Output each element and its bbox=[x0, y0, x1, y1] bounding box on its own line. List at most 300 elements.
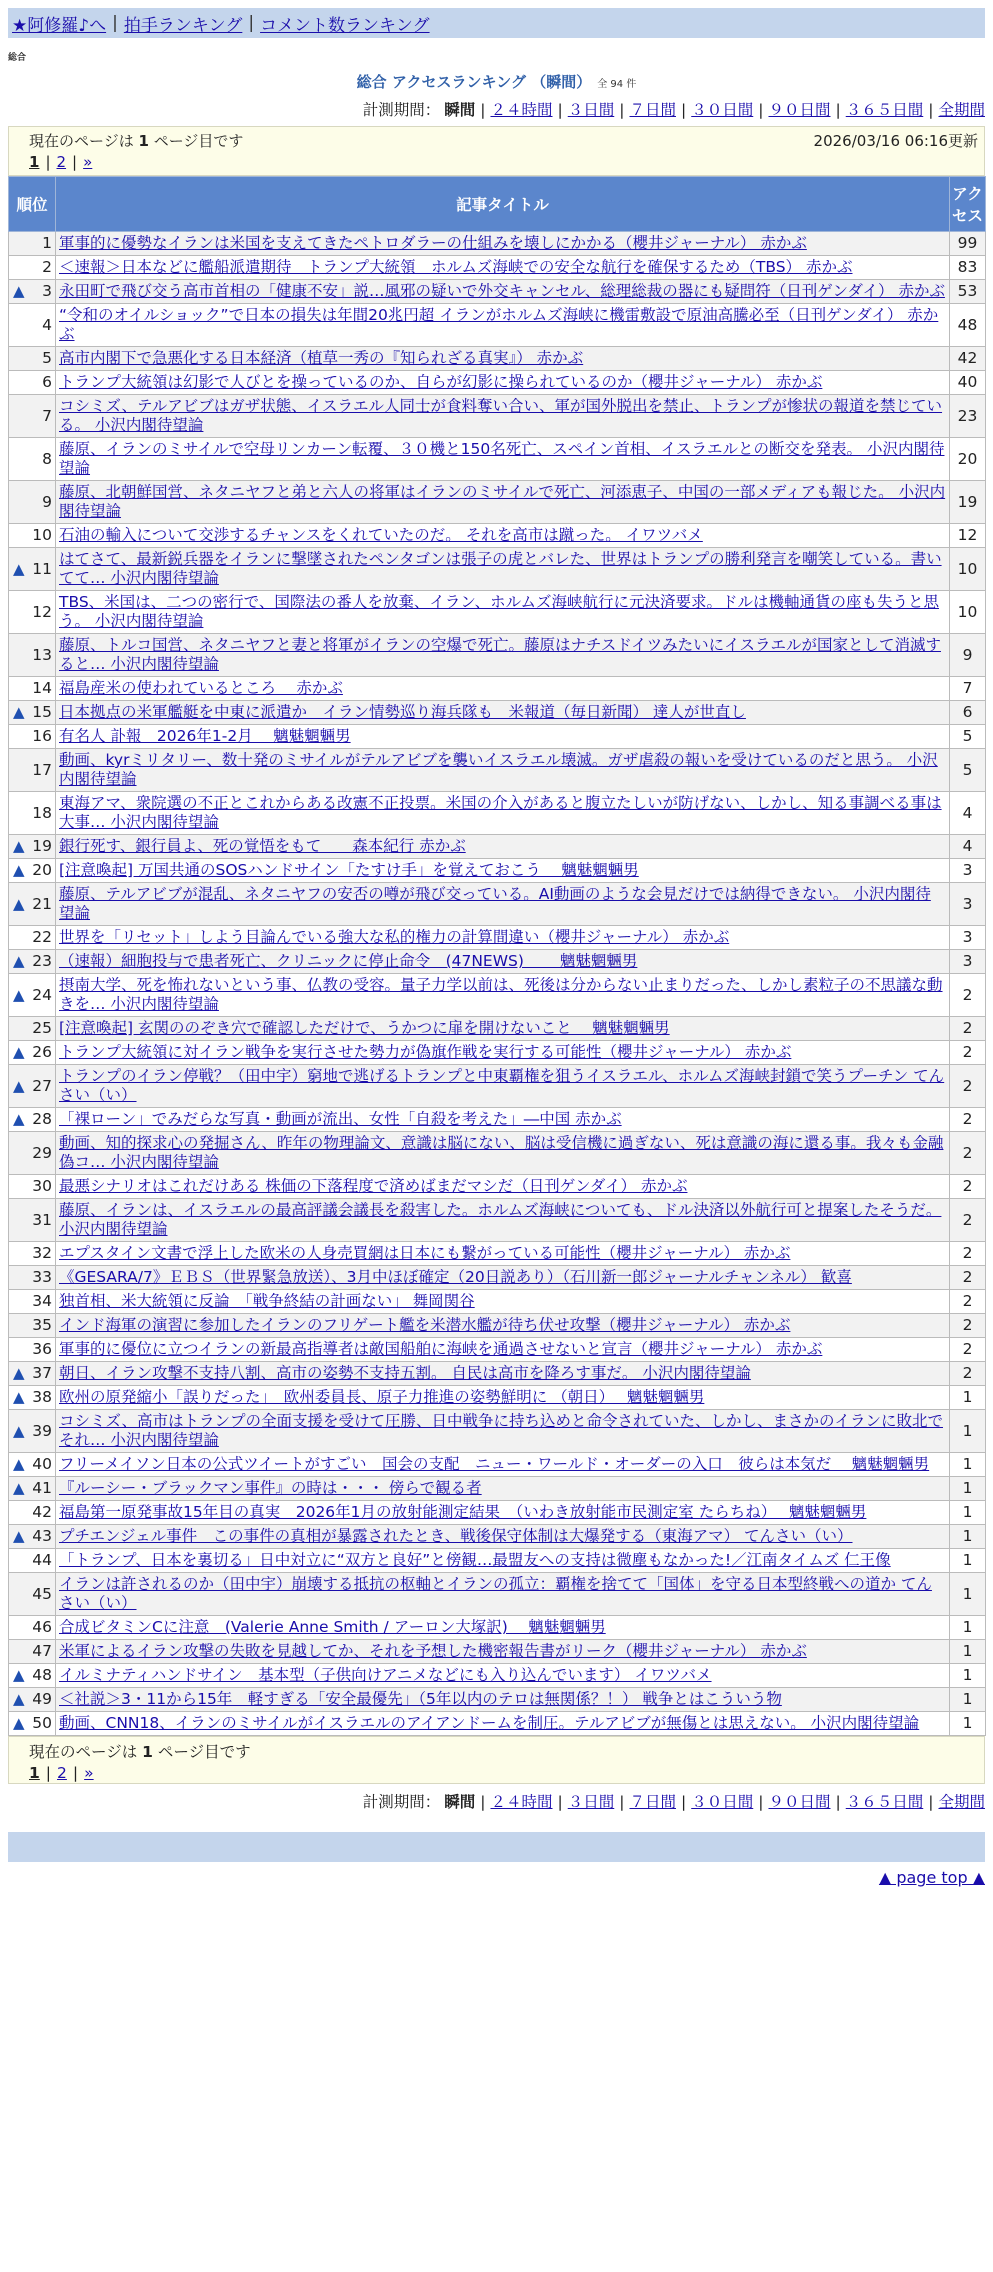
title-cell bbox=[56, 835, 950, 859]
table-row bbox=[9, 1108, 986, 1132]
period-link-4[interactable]: ９０日間 bbox=[768, 1793, 831, 1811]
period-link-2[interactable]: ７日間 bbox=[629, 1793, 676, 1811]
article-link[interactable]: トランプのイラン停戦？（田中宇）窮地で逃げるトランプと中東覇権を狙うイスラエル、ホルムズ海峡封鎖で笑うプーチン てんさい（い） bbox=[59, 1067, 945, 1104]
access-count: 2 bbox=[950, 1314, 986, 1338]
table-row bbox=[9, 1688, 986, 1712]
rank-number: 7 bbox=[42, 406, 52, 425]
nav-separator: | bbox=[112, 13, 118, 33]
title-cell bbox=[56, 634, 950, 677]
article-link[interactable]: 軍事的に優勢なイランは米国を支えてきたペトロダラーの仕組みを壊しにかかる（櫻井ジャーナル） 赤かぶ bbox=[59, 234, 807, 252]
access-count: 1 bbox=[950, 1640, 986, 1664]
access-count: 20 bbox=[950, 438, 986, 481]
rank-number: 35 bbox=[32, 1316, 52, 1334]
article-link[interactable]: 動画、kyrミリタリー、数十発のミサイルがテルアビブを襲いイスラエル壊滅。ガザ虐殺の報いを受けているのだと思う。 小沢内閣待望論 bbox=[59, 751, 938, 788]
pager-link-0[interactable]: 2 bbox=[57, 1764, 67, 1782]
nav-separator: | bbox=[248, 13, 255, 33]
period-label: 計測期間： bbox=[362, 101, 441, 119]
article-link[interactable]: 摂南大学、死を怖れないという事、仏教の受容。量子力学以前は、死後は分からない止まりだった、しかし素粒子の不思議な動きを… 小沢内閣待望論 bbox=[59, 976, 943, 1013]
rank-number: 43 bbox=[32, 1527, 52, 1545]
article-link[interactable]: イルミナティハンドサイン 基本型（子供向けアニメなどにも入り込んでいます） イワツバメ bbox=[59, 1666, 712, 1684]
article-link[interactable]: 米軍によるイラン攻撃の失敗を見越してか、それを予想した機密報告書がリーク（櫻井ジャーナル） 赤かぶ bbox=[59, 1642, 807, 1660]
title-cell bbox=[56, 395, 950, 438]
title-cell bbox=[56, 1664, 950, 1688]
access-count: 1 bbox=[950, 1616, 986, 1640]
table-row bbox=[9, 371, 986, 395]
table-row bbox=[9, 395, 986, 438]
article-link[interactable]: イランは許されるのか（田中宇）崩壊する抵抗の枢軸とイランの孤立：覇権を捨てて「国体」を守る日本型終戦への道か てんさい（い） bbox=[59, 1575, 932, 1612]
rank-number: 27 bbox=[32, 1076, 52, 1095]
access-count: 53 bbox=[950, 280, 986, 304]
rank-up-icon: ▲ bbox=[13, 1110, 25, 1128]
article-link[interactable]: フリーメイソン日本の公式ツイートがすごい 国会の支配 ニュー・ワールド・オーダーの入口 彼らは本気だ 魑魅魍魎男 bbox=[59, 1455, 930, 1473]
table-row bbox=[9, 1664, 986, 1688]
access-count: 2 bbox=[950, 1108, 986, 1132]
title-cell bbox=[56, 1477, 950, 1501]
access-count: 1 bbox=[950, 1712, 986, 1736]
article-link[interactable]: 「トランプ、日本を裏切る」日中対立に“双方と良好”と傍観…最盟友への支持は微塵もなかった!／江南タイムズ 仁王像 bbox=[59, 1551, 891, 1569]
rank-number: 10 bbox=[32, 526, 52, 544]
current-page-text: 現在のページは 1 ページ目です bbox=[29, 132, 244, 150]
rank-up-icon: ▲ bbox=[13, 1479, 25, 1497]
table-row bbox=[9, 232, 986, 256]
access-count: 1 bbox=[950, 1386, 986, 1410]
access-count: 9 bbox=[950, 634, 986, 677]
rank-number: 21 bbox=[32, 894, 52, 913]
title-cell bbox=[56, 524, 950, 548]
rank-number: 39 bbox=[32, 1421, 52, 1440]
rank-up-icon: ▲ bbox=[13, 282, 25, 300]
article-link[interactable]: コシミズ、テルアビブはガザ状態、イスラエル人同士が食料奪い合い、軍が国外脱出を禁止、トランプが惨状の報道を禁じている。 小沢内閣待望論 bbox=[59, 397, 943, 434]
article-link[interactable]: 動画、知的探求心の発掘さん、昨年の物理論文、意識は脳にない、脳は受信機に過ぎない、死は意識の海に還る事。我々も金融偽コ… 小沢内閣待望論 bbox=[59, 1134, 944, 1171]
pager-separator: | bbox=[72, 1764, 79, 1782]
period-link-6[interactable]: 全期間 bbox=[938, 1793, 985, 1811]
title-cell bbox=[56, 256, 950, 280]
period-link-0[interactable]: ２４時間 bbox=[490, 101, 553, 119]
article-link[interactable]: 世界を「リセット」しよう目論んでいる強大な私的権力の計算間違い（櫻井ジャーナル） 赤かぶ bbox=[59, 928, 730, 946]
title-cell bbox=[56, 859, 950, 883]
period-separator: | bbox=[619, 101, 625, 119]
period-link-3[interactable]: ３０日間 bbox=[691, 101, 754, 119]
title-cell bbox=[56, 438, 950, 481]
access-count: 2 bbox=[950, 1041, 986, 1065]
total-count: 全 94 件 bbox=[597, 79, 637, 90]
period-link-5[interactable]: ３６５日間 bbox=[845, 101, 924, 119]
article-link[interactable]: 軍事的に優位に立つイランの新最高指導者は敵国船舶に海峡を通過させないと宣言（櫻井ジャーナル） 赤かぶ bbox=[59, 1340, 823, 1358]
rank-cell bbox=[9, 677, 56, 701]
rank-number: 11 bbox=[32, 559, 52, 578]
rank-up-icon: ▲ bbox=[13, 1076, 25, 1095]
page-title bbox=[0, 71, 993, 92]
article-link[interactable]: 福島産米の使われているところ 赤かぶ bbox=[59, 679, 343, 697]
title-cell bbox=[56, 725, 950, 749]
top-nav-bar bbox=[8, 8, 985, 38]
table-row bbox=[9, 1712, 986, 1736]
article-link[interactable]: 福島第一原発事故15年目の真実 2026年1月の放射能測定結果 （いわき放射能市民測定室 たらちね） 魑魅魍魎男 bbox=[59, 1503, 867, 1521]
article-link[interactable]: はてさて、最新鋭兵器をイランに撃墜されたペンタゴンは張子の虎とバレた、世界はトランプの勝利発言を嘲笑している。書いてて… 小沢内閣待望論 bbox=[59, 550, 942, 587]
article-link[interactable]: 藤原、イランのミサイルで空母リンカーン転覆、３０機と150名死亡、スペイン首相、イスラエルとの断交を発表。 小沢内閣待望論 bbox=[59, 440, 945, 477]
access-count: 19 bbox=[950, 481, 986, 524]
access-count: 2 bbox=[950, 974, 986, 1017]
rank-cell bbox=[9, 1664, 56, 1688]
rank-number: 22 bbox=[32, 928, 52, 946]
access-count: 3 bbox=[950, 926, 986, 950]
table-row bbox=[9, 1041, 986, 1065]
rank-cell bbox=[9, 1688, 56, 1712]
rank-up-icon: ▲ bbox=[13, 1527, 25, 1545]
rank-number: 28 bbox=[32, 1110, 52, 1128]
access-count: 48 bbox=[950, 304, 986, 347]
title-cell bbox=[56, 347, 950, 371]
article-link[interactable]: 永田町で飛び交う高市首相の「健康不安」説…風邪の疑いで外交キャンセル、総理総裁の器にも疑問符（日刊ゲンダイ） 赤かぶ bbox=[59, 282, 945, 300]
period-separator: | bbox=[681, 101, 687, 119]
rank-cell bbox=[9, 1314, 56, 1338]
table-row bbox=[9, 792, 986, 835]
rank-cell bbox=[9, 1501, 56, 1525]
table-row bbox=[9, 548, 986, 591]
access-count: 1 bbox=[950, 1664, 986, 1688]
table-row bbox=[9, 1065, 986, 1108]
article-link[interactable]: ＜社説＞3・11から15年 軽すぎる「安全最優先」（5年以内のテロは無関係？！） 戦争とはこういう物 bbox=[59, 1690, 782, 1708]
rank-cell bbox=[9, 1477, 56, 1501]
rank-number: 5 bbox=[42, 349, 52, 367]
bottom-bar bbox=[8, 1832, 985, 1862]
table-row bbox=[9, 1573, 986, 1616]
rank-number: 8 bbox=[42, 449, 52, 468]
title-cell bbox=[56, 1549, 950, 1573]
title-cell bbox=[56, 1410, 950, 1453]
rank-number: 16 bbox=[32, 727, 52, 745]
article-link[interactable]: コシミズ、高市はトランプの全面支援を受けて圧勝、日中戦争に持ち込めと命令されていた、しかし、まさかのイランに敗北でそれ… 小沢内閣待望論 bbox=[59, 1412, 943, 1449]
title-cell bbox=[56, 1616, 950, 1640]
article-link[interactable]: インド海軍の演習に参加したイランのフリゲート艦を米潜水艦が待ち伏せ攻撃（櫻井ジャーナル） 赤かぶ bbox=[59, 1316, 791, 1334]
rank-cell bbox=[9, 1108, 56, 1132]
period-current: 瞬間 bbox=[444, 101, 476, 119]
access-count: 83 bbox=[950, 256, 986, 280]
rank-cell bbox=[9, 548, 56, 591]
rank-cell bbox=[9, 883, 56, 926]
updated-timestamp: 2026/03/16 06:16更新 bbox=[813, 132, 978, 150]
access-count: 2 bbox=[950, 1017, 986, 1041]
rank-number: 34 bbox=[32, 1292, 52, 1310]
period-separator: | bbox=[928, 1793, 934, 1811]
table-row bbox=[9, 883, 986, 926]
access-count: 7 bbox=[950, 677, 986, 701]
access-count: 2 bbox=[950, 1362, 986, 1386]
pager-current: 1 bbox=[29, 153, 40, 171]
rank-number: 23 bbox=[32, 952, 52, 970]
table-row bbox=[9, 256, 986, 280]
article-link[interactable]: [注意喚起] 玄関ののぞき穴で確認しただけで、うかつに扉を開けないこと 魑魅魍魎男 bbox=[59, 1019, 670, 1037]
table-row bbox=[9, 524, 986, 548]
article-link[interactable]: エプスタイン文書で浮上した欧米の人身売買網は日本にも繋がっている可能性（櫻井ジャーナル） 赤かぶ bbox=[59, 1244, 791, 1262]
rank-cell bbox=[9, 395, 56, 438]
pager-link-0[interactable]: 2 bbox=[56, 153, 67, 171]
article-link[interactable]: 「裸ローン」でみだらな写真・動画が流出、女性「自殺を考えた」―中国 赤かぶ bbox=[59, 1110, 622, 1128]
period-link-3[interactable]: ３０日間 bbox=[691, 1793, 754, 1811]
article-link[interactable]: [注意喚起] 万国共通のSOSハンドサイン「たすけ手」を覚えておこう 魑魅魍魎男 bbox=[59, 861, 639, 879]
table-row bbox=[9, 1338, 986, 1362]
rank-cell bbox=[9, 371, 56, 395]
period-link-5[interactable]: ３６５日間 bbox=[845, 1793, 924, 1811]
rank-cell bbox=[9, 1175, 56, 1199]
rank-number: 19 bbox=[32, 837, 52, 855]
access-count: 1 bbox=[950, 1573, 986, 1616]
article-link[interactable]: 藤原、トルコ国営、ネタニヤフと妻と将軍がイランの空爆で死亡。藤原はナチスドイツみたいにイスラエルが国家として消滅すると… 小沢内閣待望論 bbox=[59, 636, 941, 673]
rank-cell bbox=[9, 1242, 56, 1266]
access-count: 23 bbox=[950, 395, 986, 438]
rank-number: 25 bbox=[32, 1019, 52, 1037]
access-count: 2 bbox=[950, 1199, 986, 1242]
period-link-6[interactable]: 全期間 bbox=[938, 101, 985, 119]
title-cell bbox=[56, 304, 950, 347]
access-count: 1 bbox=[950, 1688, 986, 1712]
rank-number: 48 bbox=[32, 1666, 52, 1684]
period-selector-bottom bbox=[8, 1790, 985, 1812]
period-separator: | bbox=[758, 1793, 764, 1811]
rank-number: 50 bbox=[32, 1714, 52, 1732]
rank-number: 37 bbox=[32, 1364, 52, 1382]
rank-number: 12 bbox=[32, 602, 52, 621]
rank-number: 38 bbox=[32, 1388, 52, 1406]
period-separator: | bbox=[835, 101, 841, 119]
rank-number: 26 bbox=[32, 1043, 52, 1061]
access-count: 2 bbox=[950, 1266, 986, 1290]
access-count: 5 bbox=[950, 725, 986, 749]
access-count: 42 bbox=[950, 347, 986, 371]
rank-up-icon: ▲ bbox=[13, 1388, 25, 1406]
page-info-bottom bbox=[8, 1736, 985, 1784]
rank-number: 24 bbox=[32, 985, 52, 1004]
rank-up-icon: ▲ bbox=[13, 1666, 25, 1684]
rank-number: 1 bbox=[42, 234, 52, 252]
period-link-2[interactable]: ７日間 bbox=[629, 101, 676, 119]
pager-top bbox=[29, 153, 978, 171]
current-page-text: 現在のページは 1 ページ目です bbox=[29, 1743, 251, 1761]
ranking-title: 総合 アクセスランキング （瞬間） bbox=[356, 73, 592, 91]
pager-link-1[interactable]: » bbox=[84, 1764, 94, 1782]
title-cell bbox=[56, 883, 950, 926]
rank-cell bbox=[9, 1041, 56, 1065]
rank-up-icon: ▲ bbox=[13, 559, 25, 578]
rank-up-icon: ▲ bbox=[13, 1421, 25, 1440]
table-row bbox=[9, 859, 986, 883]
article-link[interactable]: 藤原、テルアビブが混乱、ネタニヤフの安否の噂が飛び交っている。AI動画のような会見だけでは納得できない。 小沢内閣待望論 bbox=[59, 885, 931, 922]
access-count: 1 bbox=[950, 1549, 986, 1573]
article-link[interactable]: 有名人 訃報 2026年1-2月 魑魅魍魎男 bbox=[59, 727, 351, 745]
table-row bbox=[9, 974, 986, 1017]
article-link[interactable]: 高市内閣下で急悪化する日本経済（植草一秀の『知られざる真実』） 赤かぶ bbox=[59, 349, 584, 367]
comment-ranking-link[interactable]: コメント数ランキング bbox=[260, 15, 430, 36]
article-link[interactable]: 動画、CNN18、イランのミサイルがイスラエルのアイアンドームを制圧。テルアビブが無傷とは思えない。 小沢内閣待望論 bbox=[59, 1714, 920, 1732]
rank-cell bbox=[9, 792, 56, 835]
article-link[interactable]: 『ルーシー・ブラックマン事件』の時は・・・ 傍らで観る者 bbox=[59, 1479, 482, 1497]
table-row bbox=[9, 1199, 986, 1242]
rank-cell bbox=[9, 701, 56, 725]
rank-number: 31 bbox=[32, 1210, 52, 1229]
table-row bbox=[9, 634, 986, 677]
title-cell bbox=[56, 232, 950, 256]
rank-number: 29 bbox=[32, 1143, 52, 1162]
rank-number: 45 bbox=[32, 1584, 52, 1603]
title-cell bbox=[56, 548, 950, 591]
table-row bbox=[9, 1410, 986, 1453]
rank-number: 13 bbox=[32, 645, 52, 664]
title-cell bbox=[56, 1338, 950, 1362]
table-row bbox=[9, 1266, 986, 1290]
period-link-1[interactable]: ３日間 bbox=[567, 1793, 615, 1811]
article-link[interactable]: 合成ビタミンCに注意 (Valerie Anne Smith / アーロン大塚訳) 魑魅魍魎男 bbox=[59, 1618, 606, 1636]
table-row bbox=[9, 591, 986, 634]
article-link[interactable]: 東海アマ、衆院選の不正とこれからある改憲不正投票。米国の介入があると腹立たしいが防げない、しかし、知る事調べる事は大事… 小沢内閣待望論 bbox=[59, 794, 942, 831]
rank-number: 33 bbox=[32, 1268, 52, 1286]
period-current: 瞬間 bbox=[444, 1793, 476, 1811]
rank-cell bbox=[9, 950, 56, 974]
title-cell bbox=[56, 1712, 950, 1736]
rank-cell bbox=[9, 481, 56, 524]
rank-cell bbox=[9, 1017, 56, 1041]
table-row bbox=[9, 347, 986, 371]
home-link[interactable]: ★阿修羅♪へ bbox=[12, 15, 107, 36]
access-count: 1 bbox=[950, 1501, 986, 1525]
page-info-top bbox=[8, 126, 985, 176]
table-row bbox=[9, 1314, 986, 1338]
article-link[interactable]: 日本拠点の米軍艦艇を中東に派遣か イラン情勢巡り海兵隊も 米報道（毎日新聞） 達人が世直し bbox=[59, 703, 746, 721]
pager-link-1[interactable]: » bbox=[83, 153, 93, 171]
title-cell bbox=[56, 1386, 950, 1410]
rank-number: 14 bbox=[32, 679, 52, 697]
article-link[interactable]: 藤原、イランは、イスラエルの最高評議会議長を殺害した。ホルムズ海峡についても、ドル決済以外航行可と提案したそうだ。 小沢内閣待望論 bbox=[59, 1201, 942, 1238]
access-count: 2 bbox=[950, 1132, 986, 1175]
access-count: 2 bbox=[950, 1065, 986, 1108]
article-link[interactable]: 藤原、北朝鮮国営、ネタニヤフと弟と六人の将軍はイランのミサイルで死亡、河添恵子、中国の一部メディアも報じた。 小沢内閣待望論 bbox=[59, 483, 946, 520]
title-cell bbox=[56, 792, 950, 835]
title-cell bbox=[56, 677, 950, 701]
title-cell bbox=[56, 926, 950, 950]
rank-up-icon: ▲ bbox=[13, 1043, 25, 1061]
table-row bbox=[9, 1640, 986, 1664]
rank-number: 44 bbox=[32, 1551, 52, 1569]
title-cell bbox=[56, 1108, 950, 1132]
rank-cell bbox=[9, 1199, 56, 1242]
table-row bbox=[9, 1362, 986, 1386]
period-separator: | bbox=[557, 1793, 563, 1811]
rank-cell bbox=[9, 926, 56, 950]
rank-number: 6 bbox=[42, 373, 52, 391]
access-count: 2 bbox=[950, 1338, 986, 1362]
article-link[interactable]: TBS、米国は、二つの密行で、国際法の番人を放棄、イラン、ホルムズ海峡航行に元決済要求。ドルは機軸通貨の座も失うと思う。 小沢内閣待望論 bbox=[59, 593, 940, 630]
access-count: 3 bbox=[950, 950, 986, 974]
access-count: 99 bbox=[950, 232, 986, 256]
period-link-1[interactable]: ３日間 bbox=[567, 101, 615, 119]
access-count: 3 bbox=[950, 883, 986, 926]
table-row bbox=[9, 1477, 986, 1501]
table-row bbox=[9, 1549, 986, 1573]
title-cell bbox=[56, 974, 950, 1017]
header-title: 記事タイトル bbox=[56, 177, 950, 232]
rank-up-icon: ▲ bbox=[13, 1714, 25, 1732]
period-separator: | bbox=[928, 101, 934, 119]
title-cell bbox=[56, 1065, 950, 1108]
article-link[interactable]: “令和のオイルショック”で日本の損失は年間20兆円超 イランがホルムズ海峡に機雷敷設で原油高騰必至（日刊ゲンダイ） 赤かぶ bbox=[59, 306, 939, 343]
title-cell bbox=[56, 701, 950, 725]
access-count: 2 bbox=[950, 1242, 986, 1266]
period-link-0[interactable]: ２４時間 bbox=[490, 1793, 553, 1811]
title-cell bbox=[56, 1314, 950, 1338]
article-link[interactable]: トランプ大統領は幻影で人びとを操っているのか、自らが幻影に操られているのか（櫻井ジャーナル） 赤かぶ bbox=[59, 373, 823, 391]
rank-cell bbox=[9, 1712, 56, 1736]
header-access: アクセス bbox=[950, 177, 986, 232]
article-link[interactable]: 欧州の原発縮小「誤りだった」 欧州委員長、原子力推進の姿勢鮮明に （朝日） 魑魅魍魎男 bbox=[59, 1388, 705, 1406]
table-row bbox=[9, 1242, 986, 1266]
title-cell bbox=[56, 1041, 950, 1065]
table-row bbox=[9, 1386, 986, 1410]
period-selector-top bbox=[8, 98, 985, 120]
access-count: 2 bbox=[950, 1290, 986, 1314]
clap-ranking-link[interactable]: 拍手ランキング bbox=[123, 15, 243, 36]
header-rank: 順位 bbox=[9, 177, 56, 232]
period-separator: | bbox=[681, 1793, 687, 1811]
table-row bbox=[9, 304, 986, 347]
table-row bbox=[9, 1290, 986, 1314]
rank-cell bbox=[9, 591, 56, 634]
period-separator: | bbox=[480, 1793, 486, 1811]
article-link[interactable]: 独首相、米大統領に反論 「戦争終結の計画ない」 舞岡関谷 bbox=[59, 1292, 475, 1310]
rank-number: 49 bbox=[32, 1690, 52, 1708]
article-link[interactable]: 銀行死す、銀行員よ、死の覚悟をもて 森本紀行 赤かぶ bbox=[59, 837, 466, 855]
article-link[interactable]: ＜速報＞日本などに艦船派遣期待 トランプ大統領 ホルムズ海峡での安全な航行を確保するため（TBS） 赤かぶ bbox=[59, 258, 853, 276]
title-cell bbox=[56, 1640, 950, 1664]
article-link[interactable]: プチエンジェル事件 この事件の真相が暴露されたとき、戦後保守体制は大爆発する（東海アマ） てんさい（い） bbox=[59, 1527, 853, 1545]
period-link-4[interactable]: ９０日間 bbox=[768, 101, 831, 119]
title-cell bbox=[56, 1266, 950, 1290]
article-link[interactable]: 石油の輸入について交渉するチャンスをくれていたのだ。 それを高市は蹴った。 イワツバメ bbox=[59, 526, 703, 544]
table-row bbox=[9, 1525, 986, 1549]
rank-number: 15 bbox=[32, 703, 52, 721]
page-top-link[interactable]: ▲ page top ▲ bbox=[878, 1868, 985, 1887]
table-row bbox=[9, 835, 986, 859]
rank-cell bbox=[9, 347, 56, 371]
rank-number: 2 bbox=[42, 258, 52, 276]
title-cell bbox=[56, 1362, 950, 1386]
ranking-table bbox=[8, 176, 986, 1736]
rank-number: 42 bbox=[32, 1503, 52, 1521]
rank-cell bbox=[9, 1616, 56, 1640]
article-link[interactable]: 最悪シナリオはこれだけある 株価の下落程度で済めばまだマシだ（日刊ゲンダイ） 赤かぶ bbox=[59, 1177, 688, 1195]
pager-separator: | bbox=[72, 153, 78, 171]
article-link[interactable]: （速報）細胞投与で患者死亡、クリニックに停止命令 (47NEWS) 魑魅魍魎男 bbox=[59, 952, 638, 970]
article-link[interactable]: 《GESARA/7》ＥＢＳ（世界緊急放送）、3月中ほぼ確定（20日説あり）（石川新一郎ジャーナルチャンネル） 歓喜 bbox=[59, 1268, 852, 1286]
rank-number: 46 bbox=[32, 1618, 52, 1636]
rank-up-icon: ▲ bbox=[13, 1364, 25, 1382]
table-row bbox=[9, 749, 986, 792]
section-tag: 総合 bbox=[8, 53, 27, 63]
access-count: 3 bbox=[950, 859, 986, 883]
article-link[interactable]: 朝日、イラン攻撃不支持八割、高市の姿勢不支持五割。 自民は高市を降ろす事だ。 小沢内閣待望論 bbox=[59, 1364, 751, 1382]
table-row bbox=[9, 481, 986, 524]
rank-up-icon: ▲ bbox=[13, 837, 25, 855]
rank-cell bbox=[9, 1549, 56, 1573]
table-row bbox=[9, 280, 986, 304]
rank-cell bbox=[9, 1386, 56, 1410]
access-count: 12 bbox=[950, 524, 986, 548]
rank-cell bbox=[9, 1410, 56, 1453]
rank-number: 40 bbox=[32, 1455, 52, 1473]
article-link[interactable]: トランプ大統領に対イラン戦争を実行させた勢力が偽旗作戦を実行する可能性（櫻井ジャーナル） 赤かぶ bbox=[59, 1043, 792, 1061]
rank-number: 4 bbox=[42, 315, 52, 334]
rank-number: 3 bbox=[42, 282, 52, 300]
rank-cell bbox=[9, 974, 56, 1017]
rank-cell bbox=[9, 232, 56, 256]
